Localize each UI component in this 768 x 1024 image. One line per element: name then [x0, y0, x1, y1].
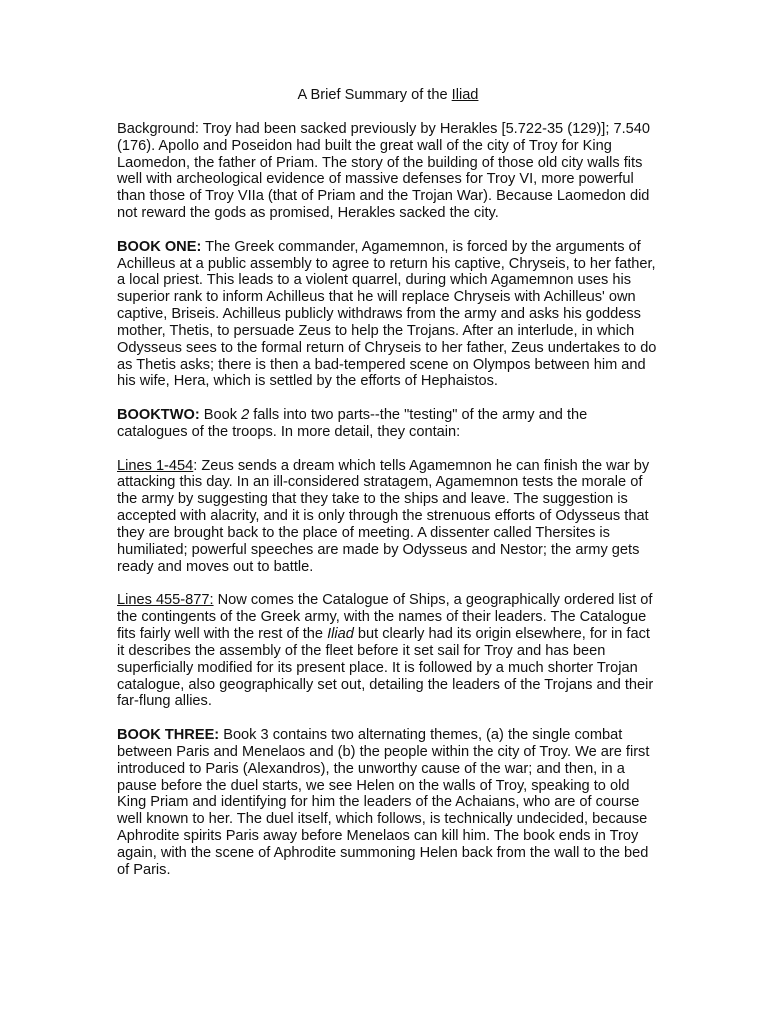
- lines-455-877-text-b: but clearly had its origin elsewhere, for in fact it describes the assembly of the fleet before it set sail for Troy and has been superficially modified for its present place. It is followed by a much shorter Trojan catalogue, also geographically set out, detailing the leaders of the Trojans and their far-flung allies.: [117, 625, 654, 710]
- title-work: Iliad: [451, 87, 479, 103]
- book-two-text-a: Book: [199, 407, 242, 424]
- lines-455-877-work: Iliad: [327, 625, 354, 642]
- book-three-text: Book 3 contains two alternating themes, (a) the single combat between Paris and Menelaos and (b) the people within the city of Troy. We are first introduced to Paris (Alexandros), the unworthy cause of the war; and then, in a pause before the duel starts, we see Helen on the walls of Troy, speaking to old King Priam and identifying for him the leaders of the Achaians, who are of course well known to her. The duel itself, which follows, is technically undecided, because Aphrodite spirits Paris away before Menelaos can kill him. The book ends in Troy again, with the scene of Aphrodite summoning Helen back from the wall to the bed of Paris.: [117, 726, 650, 878]
- lines-1-454-text: : Zeus sends a dream which tells Agamemnon he can finish the war by attacking this day. In an ill-considered stratagem, Agamemnon tests the morale of the army by suggesting that they take to the ships and leave. The suggestion is accepted with alacrity, and it is only through the strenuous efforts of Odysseus that they are brought back to the place of meeting. A dissenter called Thersites is humiliated; powerful speeches are made by Odysseus and Nestor; the army gets ready and moves out to battle.: [117, 457, 650, 575]
- lines-455-877-label: Lines 455-877:: [117, 592, 214, 609]
- book-two-number: 2: [241, 407, 250, 424]
- lines-1-454-label: Lines 1-454: [117, 457, 194, 474]
- document-title: [117, 87, 657, 104]
- lines-1-454-paragraph: [117, 458, 657, 576]
- lines-455-877-paragraph: [117, 592, 657, 710]
- book-three-heading: BOOK THREE:: [117, 726, 220, 743]
- background-paragraph: Background: Troy had been sacked previously by Herakles [5.722-35 (129)]; 7.540 (176). Apollo and Poseidon had built the great wall of the city of Troy for King Laomedon, the father of Priam. The story of the building of those old city walls fits well with archeological evidence of massive defenses for Troy VI, more powerful than those of Troy VIIa (that of Priam and the Trojan War). Because Laomedon did not reward the gods as promised, Herakles sacked the city.: [117, 120, 650, 222]
- book-one-text: The Greek commander, Agamemnon, is forced by the arguments of Achilleus at a public assembly to agree to return his captive, Chryseis, to her father, a local priest. This leads to a violent quarrel, during which Agamemnon uses his superior rank to inform Achilleus that he will replace Chryseis with Achilleus' own captive, Briseis. Achilleus publicly withdraws from the army and asks his goddess mother, Thetis, to persuade Zeus to help the Trojans. After an interlude, in which Odysseus sees to the formal return of Chryseis to her father, Zeus undertakes to do as Thetis asks; there is then a bad-tempered scene on Olympos between him and his wife, Hera, which is settled by the efforts of Hephaistos.: [117, 238, 657, 390]
- book-two-text-b: falls into two parts--the "testing" of the army and the catalogues of the troops. In more detail, they contain:: [117, 407, 588, 440]
- book-one-heading: BOOK ONE:: [117, 238, 202, 255]
- book-one-paragraph: [117, 239, 657, 391]
- title-prefix: A Brief Summary of the: [297, 87, 452, 103]
- document-page: [117, 87, 657, 895]
- book-three-paragraph: [117, 727, 657, 879]
- book-two-heading: BOOKTWO:: [117, 407, 200, 424]
- lines-455-877-text-a: Now comes the Catalogue of Ships, a geographically ordered list of the contingents of the Greek army, with the names of their leaders. The Catalogue fits fairly well with the rest of the: [117, 592, 653, 642]
- book-two-paragraph: [117, 407, 657, 441]
